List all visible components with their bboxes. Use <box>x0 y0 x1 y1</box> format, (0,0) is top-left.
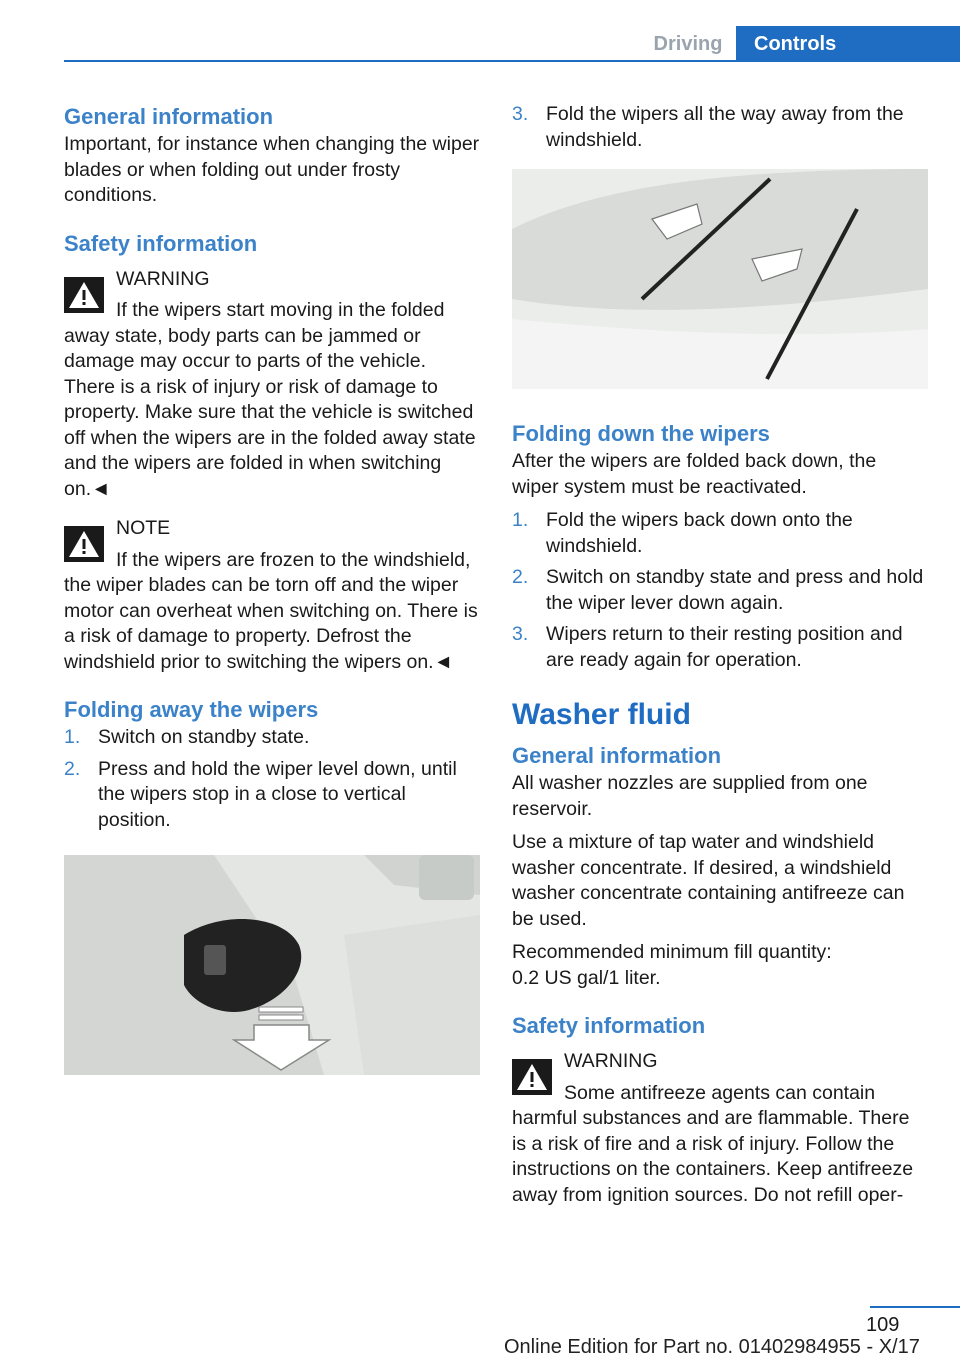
right-column <box>512 102 928 1208</box>
general-info-text: Important, for instance when changing the wiper blades or when folding out under frosty conditions. <box>64 133 480 206</box>
step-text: Switch on standby state and press and hold the wiper lever down again. <box>546 566 924 614</box>
note-text: the wiper blades can be torn off and the wiper motor can overheat when switching on. There is a risk of damage to property. Defrost the windshield prior to switching the wipers on.◄ <box>64 574 478 673</box>
washer-general-heading: General information <box>512 743 722 768</box>
list-item <box>512 622 928 673</box>
list-item <box>512 102 928 153</box>
warning-text: harmful substances and are flammable. There is a risk of fire and a risk of injury. Follow the instructions on the containers. Keep antifreeze away from ignition sources. Do not refill oper- <box>512 1107 914 1206</box>
windshield-wipers-photo <box>512 169 928 389</box>
warning-label: WARNING <box>564 1050 658 1072</box>
left-column <box>64 102 480 1075</box>
note-block <box>64 516 480 675</box>
step-text: Switch on standby state. <box>98 726 310 748</box>
step-text: Press and hold the wiper level down, until the wipers stop in a close to vertical position. <box>98 757 457 831</box>
step-number: 3. <box>512 103 529 125</box>
list-item <box>512 565 928 616</box>
warning-triangle-icon <box>64 526 104 562</box>
warning-triangle-icon <box>512 1059 552 1095</box>
washer-fill-label: Recommended minimum fill quantity: <box>512 941 832 963</box>
step-number: 2. <box>512 566 529 588</box>
list-item <box>512 508 928 559</box>
note-label: NOTE <box>116 517 171 539</box>
footer-rule <box>870 1306 960 1308</box>
washer-paragraph-2: Use a mixture of tap water and windshield washer concentrate. If desired, a windshield washer concentrate containing antifreeze can be used. <box>512 831 905 930</box>
folding-down-steps <box>512 508 928 673</box>
washer-safety-heading: Safety information <box>512 1013 706 1038</box>
page-number: 109 <box>866 1314 900 1336</box>
tab-controls[interactable]: Controls <box>736 26 960 62</box>
tab-driving[interactable]: Driving <box>653 33 723 55</box>
warning-triangle-icon <box>64 277 104 313</box>
washer-warning-block <box>512 1049 928 1208</box>
safety-info-heading: Safety information <box>64 230 258 256</box>
fold-away-step3 <box>512 102 928 153</box>
edition-footer: Online Edition for Part no. 01402984955 - X/17 <box>504 1336 920 1358</box>
step-number: 2. <box>64 757 81 780</box>
step-number: 1. <box>64 726 81 748</box>
washer-paragraph-1: All washer nozzles are supplied from one reservoir. <box>512 772 868 820</box>
list-item <box>64 725 480 751</box>
washer-fill-quantity: 0.2 US gal/1 liter. <box>512 966 661 989</box>
step-text: Wipers return to their resting position and are ready again for operation. <box>546 623 903 671</box>
wiper-lever-photo <box>64 855 480 1075</box>
folding-down-text: After the wipers are folded back down, the wiper system must be reactivated. <box>512 450 877 498</box>
warning-block <box>64 267 480 503</box>
folding-down-heading: Folding down the wipers <box>512 421 770 446</box>
folding-away-steps <box>64 725 480 833</box>
step-text: Fold the wipers back down onto the windshield. <box>546 509 853 557</box>
washer-fluid-heading: Washer fluid <box>512 698 691 731</box>
warning-first-line: If the wipers start moving in the folded <box>116 299 445 321</box>
folding-away-heading: Folding away the wipers <box>64 697 319 722</box>
warning-label: WARNING <box>116 267 210 290</box>
general-info-heading: General information <box>64 104 274 129</box>
step-number: 3. <box>512 623 529 645</box>
step-text: Fold the wipers all the way away from the windshield. <box>546 103 904 151</box>
warning-first-line: Some antifreeze agents can contain <box>564 1081 876 1104</box>
note-first-line: If the wipers are frozen to the windshield, <box>116 548 471 571</box>
step-number: 1. <box>512 509 529 531</box>
list-item <box>64 757 480 834</box>
warning-text: away state, body parts can be jammed or damage may occur to parts of the vehicle. There is a risk of injury or risk of damage to property. Make sure that the vehicle is switched off when the wipers are in the folded away state and the wipers are folded in when switching on.◄ <box>64 324 476 500</box>
